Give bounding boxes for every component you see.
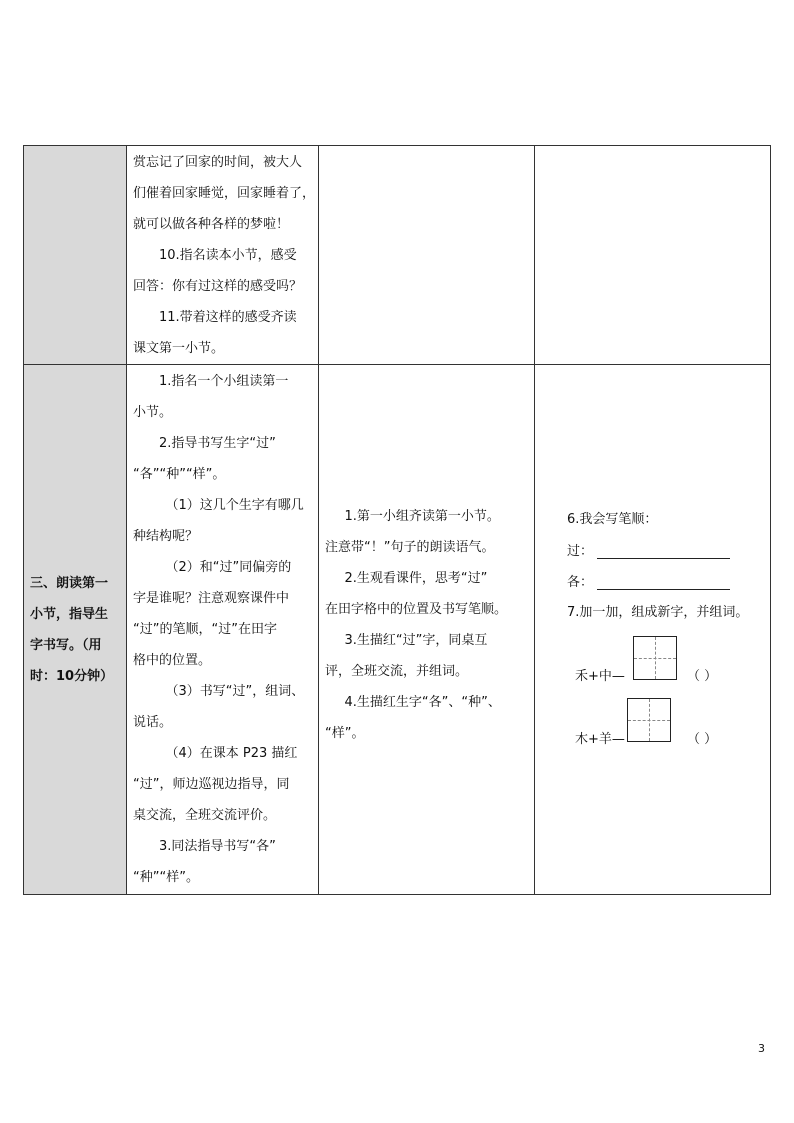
exercise-cell — [535, 146, 771, 365]
exercise-cell — [535, 365, 771, 895]
text-line: 就可以做各种各样的梦啦！ — [133, 217, 290, 232]
phase-label: 三、朗读第一小节，指导生字书写。（用时：10分钟） — [30, 575, 114, 684]
text-line: （3）书写“过”，组词、 — [165, 684, 305, 699]
table-row — [24, 365, 771, 895]
text-line: 3.生描红“过”字，同桌互 — [344, 632, 488, 648]
stroke-order-blank-ge[interactable] — [597, 589, 730, 590]
text-line: （1）这几个生字有哪几 — [165, 498, 304, 513]
text-line: 1.指名一个小组读第一 — [159, 374, 289, 389]
phase-cell — [24, 146, 127, 365]
text-line: 回答：你有过这样的感受吗？ — [133, 279, 303, 294]
text-line: （2）和“过”同偏旁的 — [165, 560, 292, 575]
text-line: “过”，师边巡视边指导，同 — [133, 777, 290, 792]
text-line: 3.同法指导书写“各” — [159, 839, 276, 854]
text-line: 10.指名读本小节，感受 — [159, 248, 297, 263]
text-line: 小节。 — [133, 405, 173, 420]
text-line: 桌交流，全班交流评价。 — [133, 808, 277, 823]
text-line: 赏忘记了回家的时间，被大人 — [133, 155, 303, 170]
phase-cell — [24, 365, 127, 895]
text-line: （4）在课本 P23 描红 — [165, 746, 298, 761]
word-answer-paren[interactable]: （ ） — [687, 669, 718, 684]
text-line: 字是谁呢？注意观察课件中 — [133, 591, 290, 606]
teacher-activity-cell — [127, 146, 319, 365]
text-line: 1.第一小组齐读第一小节。 — [344, 508, 500, 524]
stroke-label-guo: 过： — [567, 544, 594, 559]
student-activity-cell — [319, 146, 535, 365]
lesson-plan-table — [23, 145, 771, 895]
text-line: 说话。 — [133, 715, 173, 730]
text-line: 在田字格中的位置及书写笔顺。 — [325, 601, 508, 617]
text-line: 2.生观看课件，思考“过” — [344, 570, 488, 586]
text-line: 11.带着这样的感受齐读 — [159, 310, 297, 325]
teacher-activity-cell — [127, 365, 319, 895]
table-row — [24, 146, 771, 365]
text-line: 们催着回家睡觉，回家睡着了， — [133, 186, 316, 201]
word-answer-paren[interactable]: （ ） — [687, 732, 718, 747]
stroke-order-blank-guo[interactable] — [597, 558, 730, 559]
page-number: 3 — [758, 1042, 765, 1055]
char-combo-1: 禾+中— — [575, 669, 625, 684]
text-line: 4.生描红生字“各”、“种”、 — [344, 694, 501, 710]
text-line: 2.指导书写生字“过” — [159, 436, 276, 451]
text-line: 种结构呢？ — [133, 529, 199, 544]
text-line: “样”。 — [325, 725, 365, 741]
text-line: “各”“种”“样”。 — [133, 467, 226, 482]
tianzige-grid-box[interactable] — [627, 698, 671, 742]
text-line: 格中的位置。 — [133, 653, 212, 668]
tianzige-grid-box[interactable] — [633, 636, 677, 680]
text-line: “过”的笔顺，“过”在田字 — [133, 622, 277, 637]
text-line: “种”“样”。 — [133, 870, 199, 885]
text-line: 评，全班交流，并组词。 — [325, 663, 469, 679]
exercise-q7: 7.加一加，组成新字，并组词。 — [567, 605, 749, 620]
student-activity-cell — [319, 365, 535, 895]
stroke-label-ge: 各： — [567, 575, 594, 590]
exercise-q6: 6.我会写笔顺： — [567, 512, 658, 527]
text-line: 注意带“！”句子的朗读语气。 — [325, 539, 495, 555]
text-line: 课文第一小节。 — [133, 341, 225, 356]
char-combo-2: 木+羊— — [575, 732, 625, 747]
